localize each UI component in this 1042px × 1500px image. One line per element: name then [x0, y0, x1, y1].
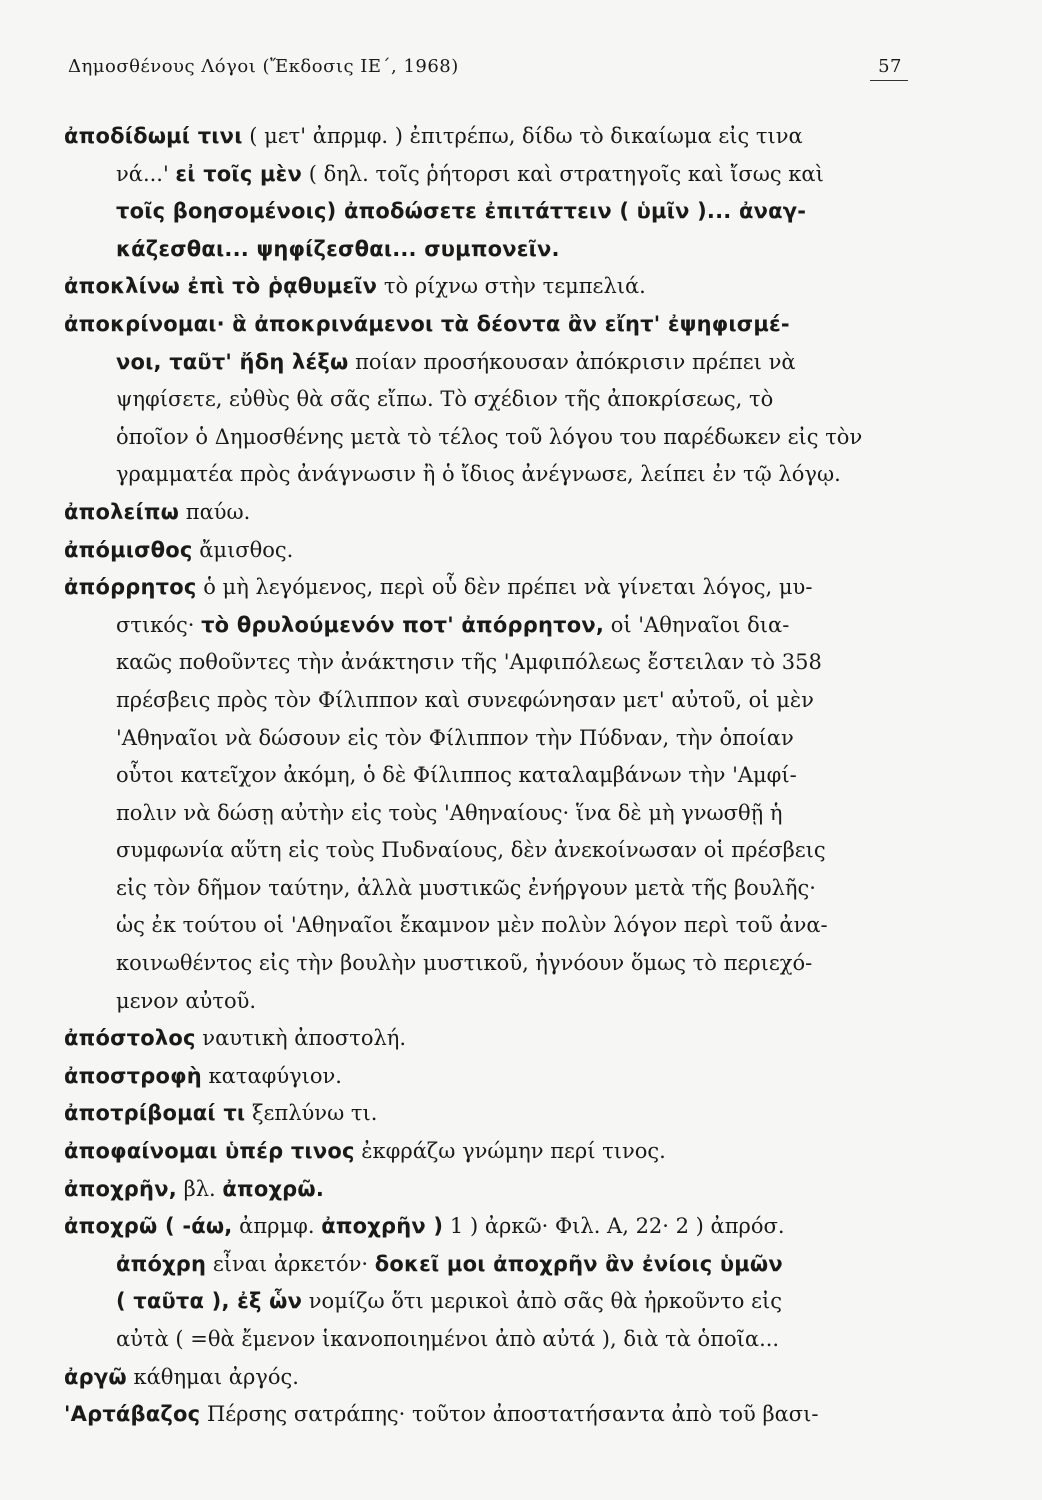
headword-text: ἀποδίδωμί τινι: [64, 124, 243, 148]
headword-text: 'Αρτάβαζος: [64, 1402, 201, 1427]
glossary-entry: [64, 569, 908, 1020]
headword-text: ( ταῦτα ), ἐξ ὧν: [116, 1289, 303, 1314]
definition-text: πρέσβεις πρὸς τὸν Φίλιππον καὶ συνεφώνησαν μετ' αὐτοῦ, οἱ μὲν: [116, 687, 814, 712]
glossary-entry: [64, 1208, 908, 1358]
entry-line: [64, 231, 908, 269]
headword-text: ἀργῶ: [64, 1364, 127, 1389]
entry-line: [64, 532, 908, 570]
headword-text: ἀποχρῶ ( -άω,: [64, 1214, 233, 1239]
headword-text: τοῖς βοησομένοις) ἀποδώσετε ἐπιτάττειν ( ὑμῖν )... ἀναγ-: [116, 199, 807, 224]
entry-line: [64, 381, 908, 419]
entry-line: [64, 156, 908, 194]
entry-line: [64, 1095, 908, 1133]
definition-text: εἰς τὸν δῆμον ταύτην, ἀλλὰ μυστικῶς ἐνήργουν μετὰ τῆς βουλῆς·: [116, 875, 816, 900]
entry-line: [64, 456, 908, 494]
headword-text: νοι, ταῦτ' ἤδη λέξω: [116, 349, 349, 374]
entry-line: [64, 720, 908, 758]
definition-text: οἱ 'Αθηναῖοι δια-: [604, 612, 790, 637]
running-header: [68, 56, 904, 77]
headword-text: ἀπόρρητος: [64, 575, 197, 600]
definition-text: εἶναι ἀρκετόν·: [206, 1251, 375, 1276]
header-title: Δημοσθένους Λόγοι (Ἔκδοσις ΙΕ΄, 1968): [68, 56, 459, 77]
headword-text: εἰ τοῖς μὲν: [175, 161, 303, 186]
definition-text: 1 ) ἀρκῶ· Φιλ. Α, 22· 2 ) ἀπρόσ.: [443, 1214, 785, 1239]
definition-text: ( μετ' ἀπρμφ. ) ἐπιτρέπω, δίδω τὸ δικαίωμα εἰς τινα: [242, 124, 803, 148]
entry-line: [64, 1246, 908, 1284]
definition-text: μενον αὐτοῦ.: [116, 988, 257, 1013]
entry-line: [64, 757, 908, 795]
entry-line: [64, 983, 908, 1021]
definition-text: ὁ μὴ λεγόμενος, περὶ οὗ δὲν πρέπει νὰ γίνεται λόγος, μυ-: [196, 575, 813, 600]
entry-line: [64, 118, 908, 156]
definition-text: οὗτοι κατεῖχον ἀκόμη, ὁ δὲ Φίλιππος καταλαμβάνων τὴν 'Αμφί-: [116, 763, 797, 788]
definition-text: νά...': [116, 161, 176, 186]
headword-text: δοκεῖ μοι ἀποχρῆν ἂν ἐνίοις ὑμῶν: [374, 1251, 783, 1276]
headword-text: ἀποκλίνω ἐπὶ τὸ ῥᾳθυμεῖν: [64, 274, 378, 299]
definition-text: ( δηλ. τοῖς ῥήτορσι καὶ στρατηγοῖς καὶ ἴσως καὶ: [302, 161, 824, 186]
glossary-entry: [64, 1058, 908, 1096]
definition-text: στικός·: [116, 612, 202, 637]
glossary-entry: [64, 532, 908, 570]
entry-line: [64, 1058, 908, 1096]
definition-text: κάθημαι ἀργός.: [126, 1364, 299, 1389]
entry-line: [64, 268, 908, 306]
definition-text: 'Αθηναῖοι νὰ δώσουν εἰς τὸν Φίλιππον τὴν Πύδναν, τὴν ὁποίαν: [116, 725, 794, 750]
entry-line: [64, 832, 908, 870]
definition-text: ξεπλύνω τι.: [245, 1101, 378, 1126]
glossary-entry: [64, 1133, 908, 1171]
definition-text: πολιν νὰ δώσῃ αὐτὴν εἰς τοὺς 'Αθηναίους· ἵνα δὲ μὴ γνωσθῇ ἡ: [116, 800, 783, 825]
headword-text: ἀπόχρη: [116, 1251, 207, 1276]
headword-text: ἀποχρῆν,: [64, 1176, 177, 1201]
headword-text: τὸ θρυλούμενόν ποτ' ἀπόρρητον,: [201, 612, 605, 637]
definition-text: ὡς ἐκ τούτου οἱ 'Αθηναῖοι ἔκαμνον μὲν πολὺν λόγον περὶ τοῦ ἀνα-: [116, 913, 828, 938]
glossary-entry: [64, 1095, 908, 1133]
headword-text: ἀπόμισθος: [64, 537, 193, 562]
entry-line: [64, 1283, 908, 1321]
definition-text: συμφωνία αὕτη εἰς τοὺς Πυδναίους, δὲν ἀνεκοίνωσαν οἱ πρέσβεις: [116, 838, 826, 863]
entry-line: [64, 1359, 908, 1397]
definition-text: ἄμισθος.: [192, 537, 294, 562]
glossary-entry: [64, 1171, 908, 1209]
entry-line: [64, 494, 908, 532]
entry-line: [64, 1020, 908, 1058]
headword-text: ἀπόστολος: [64, 1026, 196, 1051]
definition-text: ἀπρμφ.: [232, 1214, 322, 1239]
entry-line: [64, 907, 908, 945]
definition-text: παύω.: [179, 499, 251, 524]
headword-text: ἀποχρῆν ): [321, 1214, 444, 1239]
definition-text: ψηφίσετε, εὐθὺς θὰ σᾶς εἴπω. Τὸ σχέδιον τῆς ἀποκρίσεως, τὸ: [116, 387, 774, 412]
entry-line: [64, 870, 908, 908]
definition-text: Πέρσης σατράπης· τοῦτον ἀποστατήσαντα ἀπὸ τοῦ βασι-: [200, 1402, 819, 1427]
glossary-entry: [64, 494, 908, 532]
glossary-entry: [64, 1359, 908, 1397]
entry-line: [64, 344, 908, 382]
definition-text: νομίζω ὅτι μερικοὶ ἀπὸ σᾶς θὰ ἠρκοῦντο εἰς: [302, 1289, 783, 1314]
definition-text: γραμματέα πρὸς ἀνάγνωσιν ἢ ὁ ἴδιος ἀνέγνωσε, λείπει ἐν τῷ λόγῳ.: [116, 462, 841, 487]
headword-text: κάζεσθαι... ψηφίζεσθαι... συμπονεῖν.: [116, 236, 560, 261]
definition-text: βλ.: [176, 1176, 223, 1201]
entry-line: [64, 682, 908, 720]
definition-text: τὸ ρίχνω στὴν τεμπελιά.: [377, 274, 646, 299]
headword-text: ἀποτρίβομαί τι: [64, 1101, 246, 1126]
headword-text: ἀπολείπω: [64, 499, 180, 524]
headword-text: ἀποστροφὴ: [64, 1063, 202, 1088]
headword-text: ἀποχρῶ.: [222, 1176, 325, 1201]
entry-line: [64, 607, 908, 645]
entry-line: [64, 1171, 908, 1209]
entry-line: [64, 795, 908, 833]
glossary-entry: [64, 306, 908, 494]
entry-line: [64, 419, 908, 457]
glossary-entry: [64, 268, 908, 306]
glossary-entry: [64, 1396, 908, 1434]
entry-line: [64, 945, 908, 983]
entry-line: [64, 644, 908, 682]
entry-line: [64, 1396, 908, 1434]
headword-text: ἀποφαίνομαι ὑπέρ τινος: [64, 1139, 355, 1164]
glossary-body: [64, 118, 908, 1434]
definition-text: καταφύγιον.: [201, 1063, 342, 1088]
headword-text: ἀποκρίνομαι· ἃ ἀποκρινάμενοι τὰ δέοντα ἂν εἴητ' ἐψηφισμέ-: [64, 311, 790, 336]
entry-line: [64, 306, 908, 344]
glossary-entry: [64, 118, 908, 268]
glossary-entry: [64, 1020, 908, 1058]
entry-line: [64, 1208, 908, 1246]
definition-text: ποίαν προσήκουσαν ἀπόκρισιν πρέπει νὰ: [348, 349, 796, 374]
definition-text: κοινωθέντος εἰς τὴν βουλὴν μυστικοῦ, ἠγνόουν ὅμως τὸ περιεχό-: [116, 951, 813, 976]
entry-line: [64, 193, 908, 231]
definition-text: αὐτὰ ( =θὰ ἔμενον ἱκανοποιημένοι ἀπὸ αὐτά ), διὰ τὰ ὁποῖα...: [116, 1327, 780, 1351]
definition-text: ναυτικὴ ἀποστολή.: [195, 1026, 407, 1051]
entry-line: [64, 1133, 908, 1171]
definition-text: καῶς ποθοῦντες τὴν ἀνάκτησιν τῆς 'Αμφιπόλεως ἔστειλαν τὸ 358: [116, 650, 822, 675]
entry-line: [64, 1321, 908, 1359]
page-number: 57: [878, 56, 902, 77]
definition-text: ἐκφράζω γνώμην περί τινος.: [354, 1139, 666, 1164]
definition-text: ὁποῖον ὁ Δημοσθένης μετὰ τὸ τέλος τοῦ λόγου του παρέδωκεν εἰς τὸν: [116, 424, 863, 449]
entry-line: [64, 569, 908, 607]
